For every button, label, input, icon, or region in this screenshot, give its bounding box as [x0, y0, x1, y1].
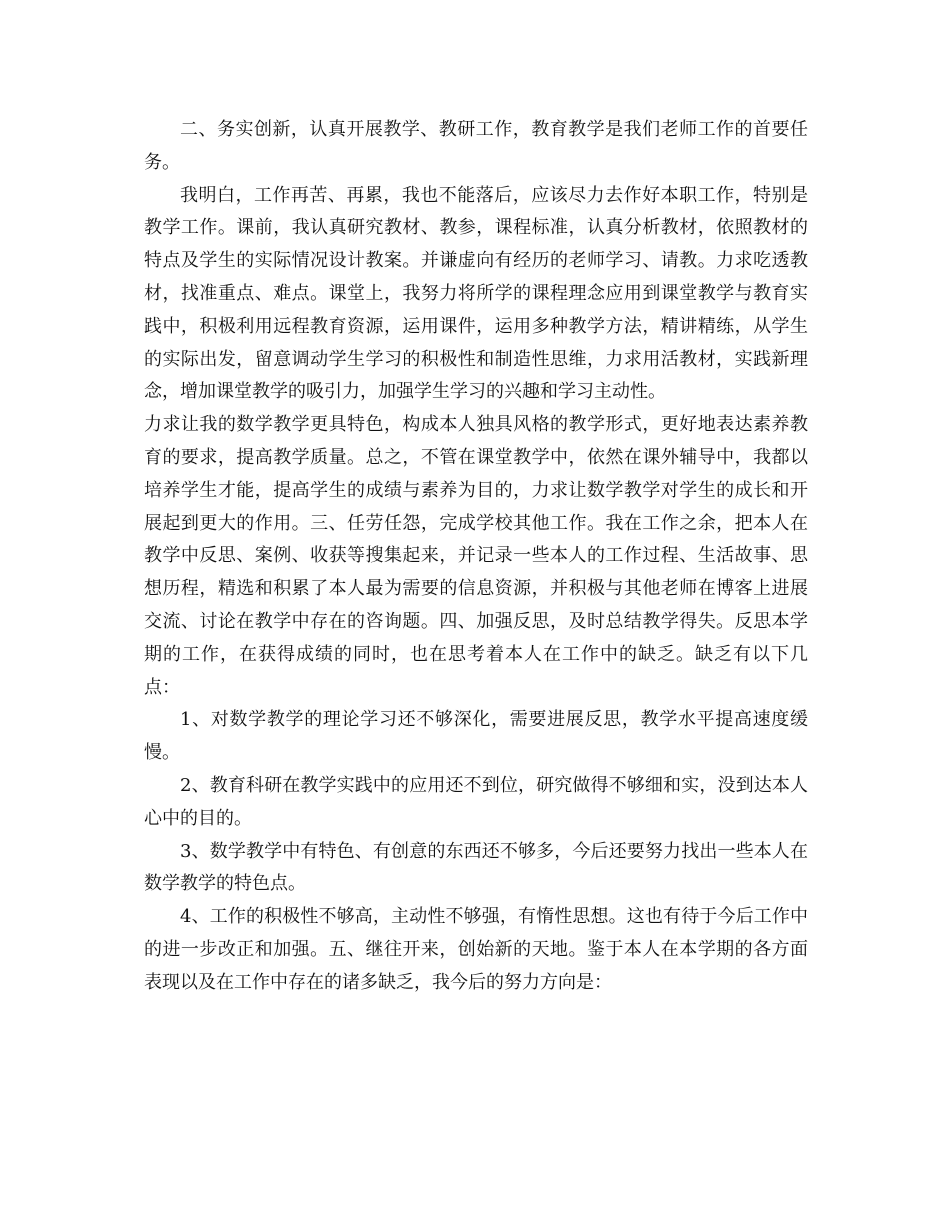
paragraph-features-and-reflection: 力求让我的数学教学更具特色，构成本人独具风格的教学形式，更好地表达素养教育的要求，提高教学质量。总之，不管在课堂教学中，依然在课外辅导中，我都以培养学生才能，提高学生的成绩与素养为目的，力求让数学教学对学生的成长和开展起到更大的作用。三、任劳任怨，完成学校其他工作。我在工作之余，把本人在教学中反思、案例、收获等搜集起来，并记录一些本人的工作过程、生活故事、思想历程，精选和积累了本人最为需要的信息资源，并积极与其他老师在博客上进展交流、讨论在教学中存在的咨询题。四、加强反思，及时总结教学得失。反思本学期的工作，在获得成绩的同时，也在思考着本人在工作中的缺乏。缺乏有以下几点：: [144, 414, 808, 698]
paragraph-teaching-work: 我明白，工作再苦、再累，我也不能落后，应该尽力去作好本职工作，特别是教学工作。课前，我认真研究教材、教参，课程标准，认真分析教材，依照教材的特点及学生的实际情况设计教案。并谦虚向有经历的老师学习、请教。力求吃透教材，找准重点、难点。课堂上，我努力将所学的课程理念应用到课堂教学与教育实践中，积极利用远程教育资源，运用课件，运用多种教学方法，精讲精练，从学生的实际出发，留意调动学生学习的积极性和制造性思维，力求用活教材，实践新理念，增加课堂教学的吸引力，加强学生学习的兴趣和学习主动性。: [144, 184, 808, 403]
document-body: [144, 114, 808, 1000]
paragraph-section-two-heading: 二、务实创新，认真开展教学、教研工作，教育教学是我们老师工作的首要任务。: [144, 119, 808, 173]
list-item-shortcoming-4: 4、工作的积极性不够高，主动性不够强，有惰性思想。这也有待于今后工作中的进一步改正和加强。五、继往开来，创始新的天地。鉴于本人在本学期的各方面表现以及在工作中存在的诸多缺乏，我今后的努力方向是：: [144, 906, 808, 993]
list-item-shortcoming-1: 1、对数学教学的理论学习还不够深化，需要进展反思，教学水平提高速度缓慢。: [144, 709, 808, 764]
list-item-shortcoming-2: 2、教育科研在教学实践中的应用还不到位，研究做得不够细和实，没到达本人心中的目的。: [144, 774, 808, 829]
list-item-shortcoming-3: 3、数学教学中有特色、有创意的东西还不够多，今后还要努力找出一些本人在数学教学的特色点。: [144, 840, 808, 895]
